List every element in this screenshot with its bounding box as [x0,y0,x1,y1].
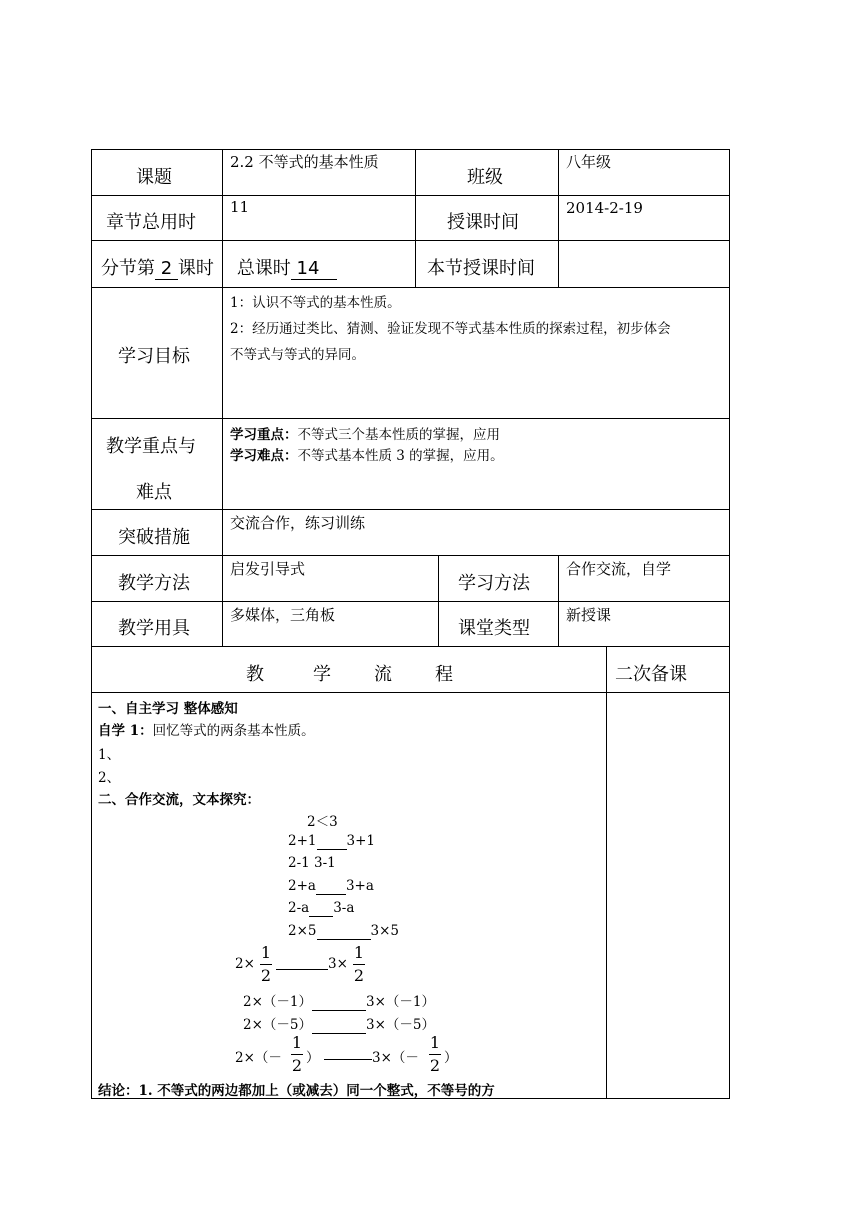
section-number: 2 [155,259,178,280]
table-border [729,149,730,1099]
key-point-line [230,423,500,443]
self-study-1-text: 回忆等式的两条基本性质。 [152,723,315,739]
teach-method-value: 启发引导式 [230,560,306,578]
fraction-bar [353,964,365,965]
total-periods-value: 14 [291,259,337,280]
label-class: 班级 [467,167,503,188]
fraction-bar [429,1054,441,1055]
table-border [91,149,730,150]
table-border [222,287,223,601]
label-chapter-time: 章节总用时 [106,212,196,233]
fraction-denominator: 2 [291,1056,303,1075]
expr-times-half-right: 3× [328,956,348,972]
expr-times-neg-half-left: 2×（－ [235,1050,282,1066]
difficulty-text: 不等式基本性质 3 的掌握，应用。 [297,448,504,464]
label-section-time: 本节授课时间 [427,258,535,279]
table-border [558,149,559,287]
expr-add-1: 2+1 3+1 [288,833,375,849]
expr-sub-1: 2-1 3-1 [288,855,336,871]
section-prefix: 分节第 [101,258,155,279]
total-periods-label: 总课时 [236,258,291,279]
conclusion-1: 结论：1. 不等式的两边都加上（或减去）同一个整式，不等号的方 [98,1083,495,1099]
key-point-text: 不等式三个基本性质的掌握，应用 [297,427,500,443]
difficulty-heading: 学习难点： [230,448,298,464]
section-1-heading: 一、自主学习 整体感知 [98,701,238,717]
key-point-heading: 学习重点： [230,427,298,443]
class-value: 八年级 [566,153,612,171]
expr-times-half-left: 2× [235,956,255,972]
table-border [91,601,730,602]
fraction-bar [291,1054,303,1055]
section-period-line [101,254,337,280]
label-teach-method: 教学方法 [118,573,190,594]
expr-base: 2＜3 [307,814,338,830]
blank-line [276,969,328,970]
goal-2-line1: 2：经历通过类比、猜测、验证发现不等式基本性质的探索过程，初步体会 [230,321,671,337]
label-difficulties: 难点 [136,482,172,503]
self-study-1-heading: 自学 1： [98,723,153,739]
table-border [222,555,223,646]
measures-value: 交流合作，练习训练 [230,514,366,532]
table-border [606,646,607,1098]
table-border [91,509,730,510]
table-border [415,149,416,287]
fraction-bar [260,964,272,965]
fraction-numerator: 1 [291,1033,303,1052]
label-key-points: 教学重点与 [106,436,196,457]
item-2: 2、 [98,770,121,786]
label-second-prep: 二次备课 [615,664,687,685]
expr-sub-a: 2-a 3-a [288,900,355,916]
expr-times-neg1: 2×（－1） 3×（－1） [243,994,435,1010]
table-border [91,195,730,196]
expr-times-5: 2×5 3×5 [288,923,399,939]
teach-date-value: 2014-2-19 [566,199,643,217]
paren-close: ） [444,1050,458,1066]
table-border [558,555,559,646]
table-border [91,692,730,693]
expr-times-neg-half-right: 3×（－ [372,1050,419,1066]
table-border [91,240,730,241]
paren-close: ） [306,1050,320,1066]
self-study-1 [98,719,315,739]
class-type-value: 新授课 [566,606,612,624]
table-border [91,555,730,556]
topic-value: 2.2 不等式的基本性质 [230,153,379,171]
flow-char-4: 程 [435,664,453,685]
teach-tools-value: 多媒体，三角板 [230,606,336,624]
fraction-denominator: 2 [260,966,272,985]
flow-char-2: 学 [313,664,331,685]
expr-times-neg5: 2×（－5） 3×（－5） [243,1017,435,1033]
table-border [91,418,730,419]
item-1: 1、 [98,747,121,763]
table-border [91,287,730,288]
goal-2-line2: 不等式与等式的异同。 [230,347,365,363]
fraction-numerator: 1 [353,943,365,962]
fraction-numerator: 1 [260,943,272,962]
fraction-denominator: 2 [353,966,365,985]
fraction-denominator: 2 [429,1056,441,1075]
label-teach-tools: 教学用具 [118,618,190,639]
learn-method-value: 合作交流，自学 [566,560,672,578]
label-measures: 突破措施 [118,527,190,548]
table-border [438,555,439,646]
expr-add-a: 2+a 3+a [288,878,374,894]
section-2-heading: 二、合作交流，文本探究： [98,792,260,808]
fraction-numerator: 1 [429,1033,441,1052]
label-class-type: 课堂类型 [458,618,530,639]
section-suffix: 课时 [177,258,214,279]
goal-1: 1：认识不等式的基本性质。 [230,295,401,311]
flow-char-3: 流 [374,664,392,685]
label-goals: 学习目标 [118,346,190,367]
chapter-time-value: 11 [230,198,250,216]
label-learn-method: 学习方法 [458,573,530,594]
table-border [91,149,92,1099]
table-border [91,646,730,647]
difficulty-line [230,444,504,464]
flow-char-1: 教 [246,664,264,685]
blank-line [324,1059,372,1060]
label-topic: 课题 [136,167,172,188]
label-teach-date: 授课时间 [447,212,519,233]
